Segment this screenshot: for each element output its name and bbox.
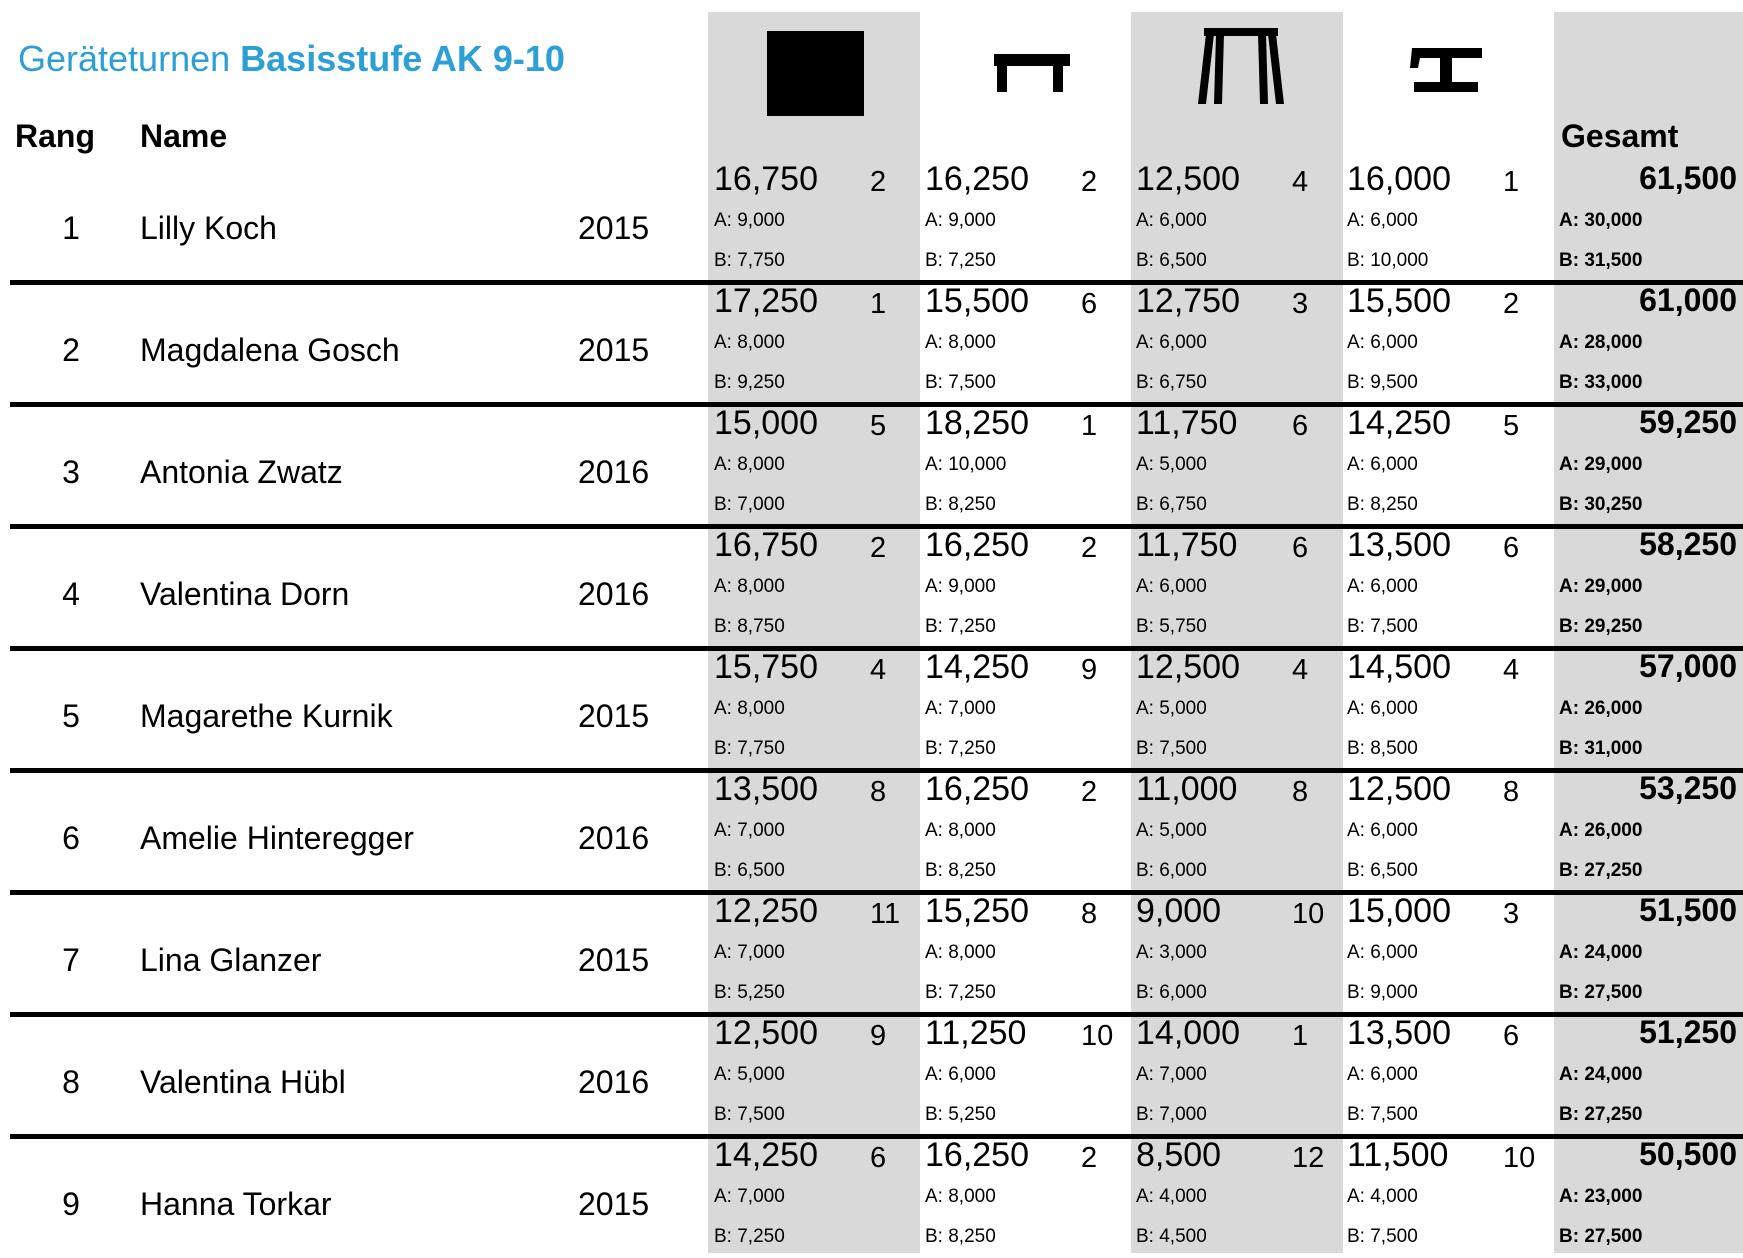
total-a-score: A: 23,000 [1559,1186,1643,1207]
beam-place: 5 [1503,410,1520,442]
floor-place: 2 [870,166,887,198]
vault-a-score: A: 7,000 [925,698,996,719]
table-row [0,770,1743,892]
beam-b-score: B: 7,500 [1347,1104,1418,1125]
bars-a-score: A: 5,000 [1136,820,1207,841]
athlete-name: Valentina Hübl [140,1064,346,1100]
bars-a-score: A: 6,000 [1136,210,1207,231]
total-a-score: A: 24,000 [1559,1064,1643,1085]
athlete-name: Amelie Hinteregger [140,820,414,856]
bars-a-score: A: 5,000 [1136,698,1207,719]
bars-b-score: B: 7,000 [1136,1104,1207,1125]
bars-place: 12 [1292,1142,1325,1174]
total-score: 53,250 [1639,770,1737,806]
vault-place: 1 [1081,410,1098,442]
total-score: 51,250 [1639,1014,1737,1050]
birth-year: 2016 [578,820,650,856]
beam-b-score: B: 10,000 [1347,250,1429,271]
floor-place: 2 [870,532,887,564]
beam-score: 13,500 [1347,526,1451,564]
bars-place: 3 [1292,288,1309,320]
title-prefix: Geräteturnen [18,38,231,79]
vault-a-score: A: 9,000 [925,576,996,597]
athlete-name: Hanna Torkar [140,1186,332,1222]
floor-place: 8 [870,776,887,808]
table-row [0,648,1743,770]
beam-place: 2 [1503,288,1520,320]
beam-place: 4 [1503,654,1520,686]
vault-place: 2 [1081,166,1098,198]
beam-a-score: A: 6,000 [1347,942,1418,963]
total-b-score: B: 27,250 [1559,1104,1643,1125]
total-b-score: B: 27,250 [1559,860,1643,881]
floor-score: 16,750 [714,160,818,198]
total-b-score: B: 29,250 [1559,616,1643,637]
vault-b-score: B: 7,250 [925,250,996,271]
total-a-score: A: 29,000 [1559,454,1643,475]
bars-b-score: B: 6,000 [1136,860,1207,881]
vault-a-score: A: 8,000 [925,332,996,353]
bars-place: 1 [1292,1020,1309,1052]
beam-score: 11,500 [1347,1136,1449,1174]
rank-cell: 6 [62,820,80,856]
floor-b-score: B: 5,250 [714,982,785,1003]
beam-b-score: B: 8,500 [1347,738,1418,759]
beam-b-score: B: 9,500 [1347,372,1418,393]
floor-score: 12,250 [714,892,818,930]
bars-b-score: B: 5,750 [1136,616,1207,637]
vault-b-score: B: 7,250 [925,738,996,759]
floor-b-score: B: 7,750 [714,250,785,271]
total-score: 51,500 [1639,892,1737,928]
total-b-score: B: 31,500 [1559,250,1643,271]
beam-b-score: B: 9,000 [1347,982,1418,1003]
title-bold: Basisstufe AK 9-10 [240,38,565,79]
name-header: Name [140,118,228,154]
floor-a-score: A: 7,000 [714,820,785,841]
beam-score: 16,000 [1347,160,1451,198]
vault-icon [994,54,1070,94]
vault-a-score: A: 8,000 [925,820,996,841]
floor-score: 12,500 [714,1014,818,1052]
bars-score: 11,000 [1136,770,1238,808]
beam-place: 3 [1503,898,1520,930]
beam-place: 1 [1503,166,1520,198]
bars-score: 14,000 [1136,1014,1240,1052]
vault-a-score: A: 8,000 [925,942,996,963]
beam-b-score: B: 7,500 [1347,616,1418,637]
beam-place: 6 [1503,532,1520,564]
vault-score: 14,250 [925,648,1029,686]
athlete-name: Magarethe Kurnik [140,698,393,734]
vault-a-score: A: 10,000 [925,454,1007,475]
vault-score: 16,250 [925,1136,1029,1174]
birth-year: 2015 [578,698,650,734]
floor-score: 16,750 [714,526,818,564]
rank-cell: 3 [62,454,80,490]
bars-place: 6 [1292,532,1309,564]
floor-place: 1 [870,288,887,320]
bars-b-score: B: 6,750 [1136,372,1207,393]
beam-b-score: B: 8,250 [1347,494,1418,515]
vault-place: 9 [1081,654,1098,686]
vault-b-score: B: 8,250 [925,1226,996,1247]
bars-a-score: A: 4,000 [1136,1186,1207,1207]
table-row [0,1014,1743,1136]
beam-a-score: A: 6,000 [1347,820,1418,841]
beam-place: 8 [1503,776,1520,808]
floor-a-score: A: 8,000 [714,698,785,719]
vault-b-score: B: 8,250 [925,860,996,881]
bars-place: 4 [1292,654,1309,686]
floor-a-score: A: 7,000 [714,1186,785,1207]
bars-score: 11,750 [1136,404,1238,442]
bars-place: 10 [1292,898,1325,930]
bars-score: 11,750 [1136,526,1238,564]
bars-b-score: B: 6,000 [1136,982,1207,1003]
floor-place: 6 [870,1142,887,1174]
beam-b-score: B: 7,500 [1347,1226,1418,1247]
total-b-score: B: 33,000 [1559,372,1643,393]
bars-score: 12,500 [1136,648,1240,686]
vault-place: 8 [1081,898,1098,930]
rank-header: Rang [15,118,95,154]
vault-score: 15,500 [925,282,1029,320]
floor-a-score: A: 8,000 [714,454,785,475]
athlete-name: Valentina Dorn [140,576,350,612]
vault-score: 16,250 [925,526,1029,564]
vault-a-score: A: 6,000 [925,1064,996,1085]
table-row [0,404,1743,526]
total-a-score: A: 24,000 [1559,942,1643,963]
floor-b-score: B: 9,250 [714,372,785,393]
table-row [0,282,1743,404]
vault-b-score: B: 5,250 [925,1104,996,1125]
page-title [18,38,565,80]
vault-b-score: B: 7,500 [925,372,996,393]
beam-score: 14,250 [1347,404,1451,442]
total-a-score: A: 29,000 [1559,576,1643,597]
total-score: 50,500 [1639,1136,1737,1172]
bars-score: 8,500 [1136,1136,1222,1174]
total-a-score: A: 30,000 [1559,210,1643,231]
rank-cell: 5 [62,698,80,734]
floor-place: 5 [870,410,887,442]
beam-b-score: B: 6,500 [1347,860,1418,881]
athlete-name: Antonia Zwatz [140,454,343,490]
rank-cell: 8 [62,1064,80,1100]
table-row [0,1136,1743,1258]
bars-a-score: A: 5,000 [1136,454,1207,475]
vault-place: 2 [1081,776,1098,808]
beam-score: 14,500 [1347,648,1451,686]
vault-score: 18,250 [925,404,1029,442]
beam-score: 15,500 [1347,282,1451,320]
birth-year: 2016 [578,576,650,612]
total-a-score: A: 26,000 [1559,698,1643,719]
floor-place: 11 [870,898,901,930]
beam-a-score: A: 4,000 [1347,1186,1418,1207]
beam-a-score: A: 6,000 [1347,454,1418,475]
bars-icon [1196,28,1286,106]
vault-score: 16,250 [925,770,1029,808]
floor-score: 14,250 [714,1136,818,1174]
vault-place: 2 [1081,532,1098,564]
total-score: 59,250 [1639,404,1737,440]
total-b-score: B: 27,500 [1559,982,1643,1003]
total-score: 57,000 [1639,648,1737,684]
birth-year: 2016 [578,454,650,490]
total-score: 61,000 [1639,282,1737,318]
beam-score: 15,000 [1347,892,1451,930]
floor-icon [767,31,864,116]
beam-a-score: A: 6,000 [1347,576,1418,597]
bars-score: 9,000 [1136,892,1222,930]
floor-score: 15,750 [714,648,818,686]
athlete-name: Lilly Koch [140,210,277,246]
bars-a-score: A: 3,000 [1136,942,1207,963]
floor-a-score: A: 9,000 [714,210,785,231]
beam-place: 10 [1503,1142,1536,1174]
floor-a-score: A: 5,000 [714,1064,785,1085]
vault-b-score: B: 7,250 [925,982,996,1003]
bars-score: 12,500 [1136,160,1240,198]
floor-score: 15,000 [714,404,818,442]
floor-b-score: B: 8,750 [714,616,785,637]
floor-a-score: A: 7,000 [714,942,785,963]
vault-a-score: A: 9,000 [925,210,996,231]
total-b-score: B: 30,250 [1559,494,1643,515]
floor-a-score: A: 8,000 [714,332,785,353]
rank-cell: 4 [62,576,80,612]
birth-year: 2015 [578,1186,650,1222]
bars-place: 6 [1292,410,1309,442]
table-row [0,160,1743,282]
floor-b-score: B: 7,000 [714,494,785,515]
bars-place: 8 [1292,776,1309,808]
beam-a-score: A: 6,000 [1347,698,1418,719]
total-b-score: B: 27,500 [1559,1226,1643,1247]
birth-year: 2015 [578,942,650,978]
bars-a-score: A: 6,000 [1136,332,1207,353]
beam-place: 6 [1503,1020,1520,1052]
bars-score: 12,750 [1136,282,1240,320]
floor-place: 9 [870,1020,887,1052]
beam-score: 12,500 [1347,770,1451,808]
bars-place: 4 [1292,166,1309,198]
floor-b-score: B: 7,750 [714,738,785,759]
rank-cell: 2 [62,332,80,368]
bars-a-score: A: 7,000 [1136,1064,1207,1085]
floor-place: 4 [870,654,887,686]
table-row [0,526,1743,648]
floor-a-score: A: 8,000 [714,576,785,597]
vault-score: 16,250 [925,160,1029,198]
athlete-name: Lina Glanzer [140,942,322,978]
vault-place: 6 [1081,288,1098,320]
floor-score: 13,500 [714,770,818,808]
rank-cell: 9 [62,1186,80,1222]
table-row [0,892,1743,1014]
total-a-score: A: 26,000 [1559,820,1643,841]
beam-score: 13,500 [1347,1014,1451,1052]
vault-score: 11,250 [925,1014,1027,1052]
total-a-score: A: 28,000 [1559,332,1643,353]
floor-b-score: B: 7,500 [714,1104,785,1125]
floor-b-score: B: 6,500 [714,860,785,881]
vault-score: 15,250 [925,892,1029,930]
vault-a-score: A: 8,000 [925,1186,996,1207]
total-score: 61,500 [1639,160,1737,196]
bars-b-score: B: 6,500 [1136,250,1207,271]
total-score: 58,250 [1639,526,1737,562]
birth-year: 2015 [578,332,650,368]
beam-a-score: A: 6,000 [1347,1064,1418,1085]
bars-b-score: B: 6,750 [1136,494,1207,515]
beam-icon [1408,46,1484,94]
total-b-score: B: 31,000 [1559,738,1643,759]
floor-b-score: B: 7,250 [714,1226,785,1247]
beam-a-score: A: 6,000 [1347,332,1418,353]
total-header: Gesamt [1561,118,1679,154]
bars-a-score: A: 6,000 [1136,576,1207,597]
rank-cell: 7 [62,942,80,978]
beam-a-score: A: 6,000 [1347,210,1418,231]
rank-cell: 1 [62,210,80,246]
bars-b-score: B: 4,500 [1136,1226,1207,1247]
birth-year: 2016 [578,1064,650,1100]
athlete-name: Magdalena Gosch [140,332,400,368]
vault-place: 2 [1081,1142,1098,1174]
vault-b-score: B: 8,250 [925,494,996,515]
bars-b-score: B: 7,500 [1136,738,1207,759]
floor-score: 17,250 [714,282,818,320]
vault-b-score: B: 7,250 [925,616,996,637]
birth-year: 2015 [578,210,650,246]
vault-place: 10 [1081,1020,1114,1052]
